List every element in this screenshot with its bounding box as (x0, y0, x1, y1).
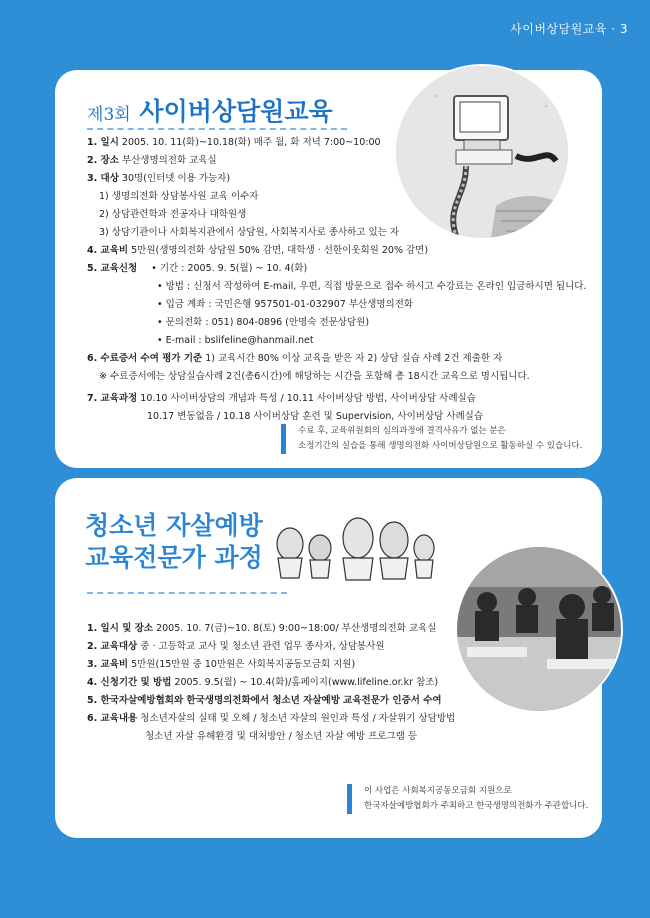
course-line: 10.17 변동없음 / 10.18 사이버상담 훈련 및 Supervision, 사이버상담 사례실습 (147, 411, 484, 422)
cert-row (87, 350, 586, 368)
info-row (87, 656, 455, 674)
apply-item: • 문의전화 : 051) 804-0896 (안명숙 전문상담원) (157, 317, 370, 328)
page-header: 사이버상담원교육 · 3 (510, 22, 628, 36)
info-label: 2. 교육대상 (87, 641, 138, 652)
title-main: 사이버상담원교육 (139, 97, 333, 126)
info-label: 3. 대상 (87, 173, 119, 184)
info-row (87, 692, 455, 710)
section1-details (87, 134, 586, 426)
title-prefix: 제 (87, 105, 104, 125)
section2-title (85, 510, 263, 574)
youth-suicide-card (55, 478, 602, 838)
content-row (87, 710, 455, 728)
apply-label: 5. 교육신청 (87, 263, 138, 274)
cert-text: 1) 교육시간 80% 이상 교육을 받은 자 2) 상담 실습 사례 2건 제출한 자 (205, 353, 503, 364)
apply-item: • 기간 : 2005. 9. 5(월) ~ 10. 4(화) (151, 263, 308, 274)
course-line: 10.10 사이버상담의 개념과 특성 / 10.11 사이버상담 방법, 사이버상담 사례실습 (140, 393, 476, 404)
info-label: 3. 교육비 (87, 659, 129, 670)
cert-note: ※ 수료증서에는 상담실습사례 2건(총6시간)에 해당하는 시간을 포함해 총 18시간 교육으로 명시됩니다. (99, 371, 530, 382)
info-row (87, 674, 455, 692)
content-line: 청소년 자살 유해환경 및 대처방안 / 청소년 자살 예방 프로그램 등 (145, 731, 418, 742)
cert-label: 6. 수료증서 수여 평가 기준 (87, 353, 203, 364)
apply-item: • E-mail : bslifeline@hanmail.net (157, 335, 314, 346)
cyber-counselor-card (55, 70, 602, 468)
course-row (87, 390, 586, 408)
apply-row (87, 260, 586, 278)
cactus-illustration (270, 514, 440, 584)
info-label: 2. 장소 (87, 155, 119, 166)
section1-title (87, 92, 333, 128)
info-row (87, 620, 455, 638)
info-label: 4. 신청기간 및 방법 (87, 677, 172, 688)
title-divider (87, 128, 347, 130)
note-line: 이 사업은 사회복지공동모금회 지원으로 (364, 786, 512, 796)
note-line: 수료 후, 교육위원회의 심의과정에 결격사유가 없는 분은 (298, 426, 506, 436)
content-line: 청소년자살의 실태 및 오해 / 청소년 자살의 원인과 특성 / 자살위기 상담방법 (140, 713, 456, 724)
info-text: 부산생명의전화 교육실 (121, 155, 217, 166)
info-row (87, 638, 455, 656)
info-text: 중 · 고등학교 교사 및 청소년 관련 업무 종사자, 상담봉사원 (140, 641, 385, 652)
title-line: 교육전문가 과정 (85, 543, 263, 572)
info-row (87, 152, 586, 170)
title-num: 3 (103, 105, 115, 125)
section2-note (347, 784, 588, 814)
info-text: 2005. 10. 7(금)~10. 8(토) 9:00~18:00/ 부산생명의전화 교육실 (156, 623, 437, 634)
content-label: 6. 교육내용 (87, 713, 138, 724)
section2-details (87, 620, 455, 746)
fee-row (87, 242, 586, 260)
info-text: 30명(인터넷 이용 가능자) (121, 173, 231, 184)
title-suffix: 회 (114, 105, 131, 125)
classroom-photo (455, 545, 623, 713)
note-line: 소정기간의 실습을 통해 생명의전화 사이버상담원으로 활동하실 수 있습니다. (298, 441, 583, 451)
info-row (87, 134, 586, 152)
course-label: 7. 교육과정 (87, 393, 138, 404)
info-label: 1. 일시 및 장소 (87, 623, 154, 634)
section1-note (281, 424, 582, 454)
info-text: 2005. 9.5(월) ~ 10.4(화)/홈페이지(www.lifeline.or.kr 참조) (174, 677, 439, 688)
note-line: 한국자살예방협회가 주최하고 한국생명의전화가 주관합니다. (364, 801, 589, 811)
title-divider (87, 592, 287, 594)
target-sub-item: 3) 상담기관이나 사회복지관에서 상담원, 사회복지사로 종사하고 있는 자 (99, 227, 400, 238)
target-sub-item: 1) 생명의전화 상담봉사원 교육 이수자 (99, 191, 259, 202)
info-label: 1. 일시 (87, 137, 119, 148)
fee-text: 5만원(생명의전화 상담원 50% 감면, 대학생 · 선한이웃회원 20% 감면) (131, 245, 429, 256)
apply-item: • 방법 : 신청서 작성하여 E-mail, 우편, 직접 방문으로 접수 하시고 수강료는 온라인 입금하시면 됩니다. (157, 281, 587, 292)
info-label: 5. 한국자살예방협회와 한국생명의전화에서 청소년 자살예방 교육전문가 인증서 수여 (87, 695, 442, 706)
target-sub-item: 2) 상담관련학과 전공자나 대학원생 (99, 209, 247, 220)
info-row (87, 170, 586, 188)
info-text: 5만원(15만원 중 10만원은 사회복지공동모금회 지원) (131, 659, 356, 670)
apply-item: • 입금 계좌 : 국민은행 957501-01-032907 부산생명의전화 (157, 299, 414, 310)
title-line: 청소년 자살예방 (85, 511, 263, 540)
fee-label: 4. 교육비 (87, 245, 129, 256)
info-text: 2005. 10. 11(화)~10.18(화) 매주 월, 화 저녁 7:00~10:00 (121, 137, 381, 148)
